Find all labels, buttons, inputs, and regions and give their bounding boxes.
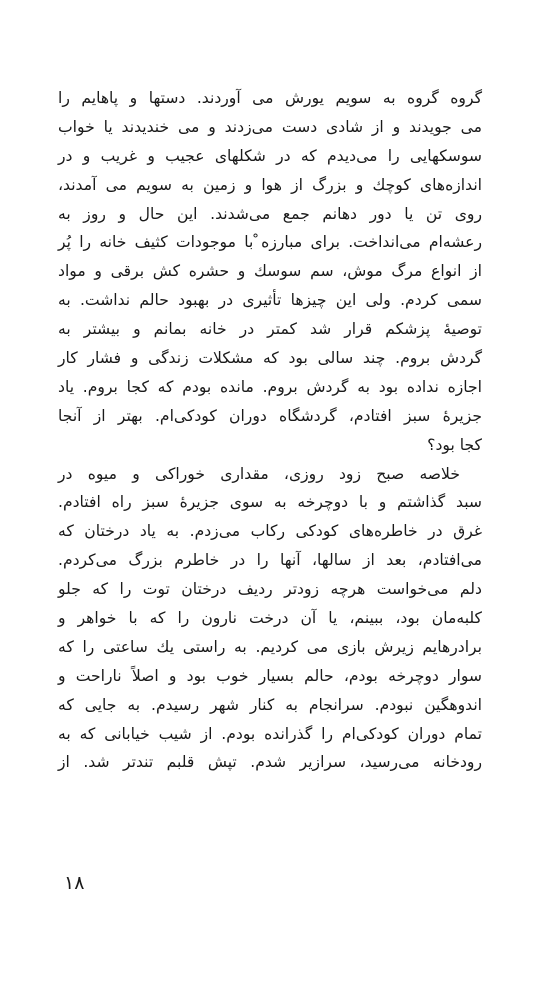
page-number: ۱۸ <box>64 872 85 894</box>
text-line: رودخانه می‌رسید، سرازیر شدم. تپش قلبم تندتر شد. از <box>58 753 482 772</box>
text-line: کجا بود؟ <box>427 435 482 454</box>
text-line: تمام دوران کودکی‌ام را گذرانده بودم. از شیب خیابانی که به <box>58 724 482 743</box>
text-line: اندوهگین نبودم. سرانجام به کنار شهر رسیدم. به جایی که <box>58 695 482 714</box>
text-line: سوار دوچرخه بودم، حالم بسیار خوب بود و اصلاً ناراحت و <box>58 666 482 685</box>
text-line: سبد گذاشتم و با دوچرخه به سوی جزیرهٔ سبز راه افتادم. <box>58 493 482 512</box>
text-line: سمی کردم. ولی این چیزها تأثیری در بهبود حالم نداشت. به <box>58 291 482 310</box>
text-line: دلم می‌خواست هرچه زودتر ردیف درختان توت را که جلو <box>58 580 482 599</box>
text-line: می جویدند و از شادی دست می‌زدند و می خندیدند یا خواب <box>58 117 482 136</box>
text-line: اندازه‌های کوچك و بزرگ از هوا و زمین به سویم می آمدند، <box>58 175 482 194</box>
body-text <box>58 84 482 777</box>
text-line: رعشه‌ام می‌انداخت. برای مبارزه ْ‌با موجودات کثیف خانه را پُر <box>58 233 482 252</box>
text-line: غرق در خاطره‌های کودکی رکاب می‌زدم. به یاد درختان که <box>58 522 482 541</box>
text-line: از انواع مرگ موش، سم سوسك و حشره کش برقی و مواد <box>58 262 482 281</box>
text-line: می‌افتادم، بعد از سالها، آنها را در خاطرم بزرگ می‌کردم. <box>58 551 482 570</box>
paragraph-2 <box>58 460 482 778</box>
paragraph-1 <box>58 84 482 460</box>
text-line: سوسکهایی را می‌دیدم که در شکلهای عجیب و غریب و در <box>58 146 482 165</box>
text-line: برادرهایم زیرش بازی می کردیم. به راستی یك ساعتی را که <box>58 637 482 656</box>
text-line: گردش بروم. چند سالی بود که مشکلات زندگی و فشار کار <box>58 349 482 368</box>
text-line: جزیرهٔ سبز افتادم، گردشگاه دوران کودکی‌ام. بهتر از آنجا <box>58 406 482 425</box>
text-line: اجازه نداده بود به گردش بروم. مانده بودم که کجا بروم. یاد <box>58 377 482 396</box>
text-line: توصیهٔ پزشکم قرار شد کمتر در خانه بمانم و بیشتر به <box>58 320 482 339</box>
text-line: روی تن یا دور دهانم جمع می‌شدند. این حال و روز به <box>58 204 482 223</box>
text-line: کلبه‌مان بود، ببینم، یا آن درخت نارون را که با خواهر و <box>58 609 482 628</box>
text-line: گروه گروه به سویم یورش می آوردند. دستها و پاهایم را <box>58 89 482 107</box>
text-line: خلاصه صبح زود روزی، مقداری خوراکی و میوه در <box>58 464 460 483</box>
